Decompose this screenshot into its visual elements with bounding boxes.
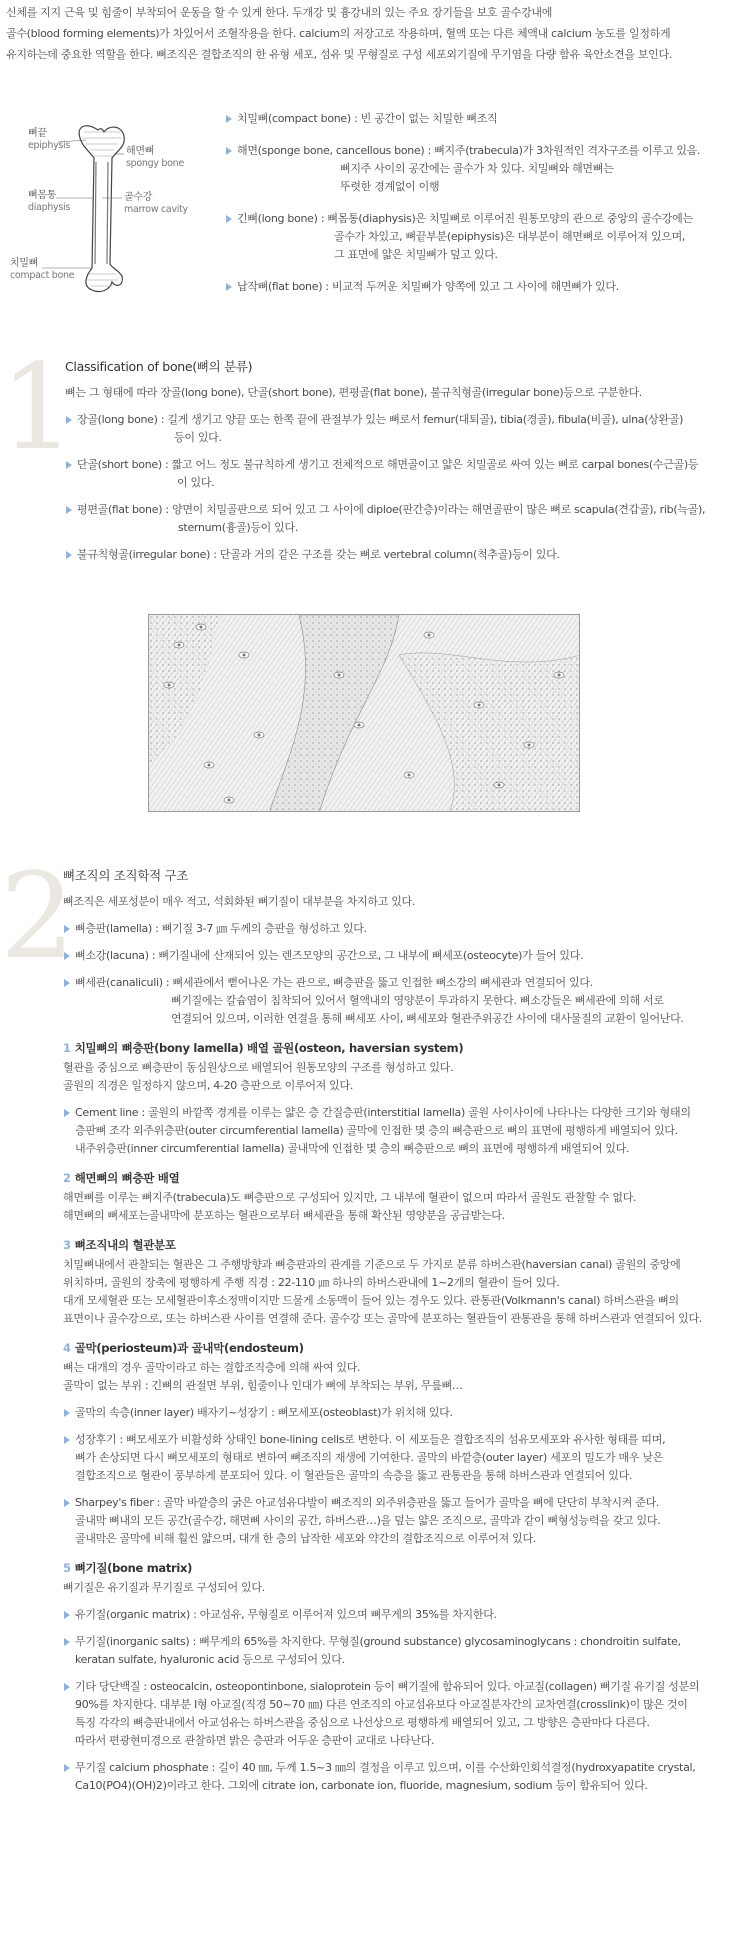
item-text: 특징 각각의 뼈층판내에서 아교섬유는 하버스관을 중심으로 나선상으로 평행하게 배열되어 있고, 그 방향은 층판마다 다른다.	[75, 1716, 650, 1729]
def-text: 그 표면에 얇은 치밀뼈가 덮고 있다.	[334, 248, 498, 261]
label-en: diaphysis	[28, 202, 71, 213]
def-text: 뼈지주 사이의 공간에는 골수가 차 있다. 치밀뼈와 해면뼈는	[340, 162, 614, 175]
flat-bone-item	[65, 501, 725, 537]
label-en: spongy bone	[126, 158, 184, 169]
short-bone-item	[65, 456, 725, 492]
epiphysis-label	[28, 128, 70, 152]
calcium-phosphate-item	[63, 1759, 727, 1795]
intro-line: 골수(blood forming elements)가 차있어서 조혈작용을 한다. calcium의 저장고로 작용하며, 혈액 또는 다른 체액내 calcium 농도를 일정하게	[6, 27, 671, 40]
item-text: 뼈기질에는 칼슘염이 침착되어 있어서 혈액내의 영양분이 투과하지 못한다. 뼈소강들은 뼈세관에 의해 서로	[171, 994, 664, 1007]
section-number-2: 2	[0, 847, 75, 985]
body-text: 혈관을 중심으로 뼈층판이 동심원상으로 배열되어 원통모양의 구조를 형성하고 있다.	[63, 1061, 454, 1074]
item-text: Ca10(PO4)(OH)2)이라고 한다. 그외에 citrate ion, carbonate ion, fluoride, magnesium, sodium 등이 함유되어 있다.	[75, 1779, 648, 1792]
intro-line: 신체를 지지 근육 및 힘줄이 부착되어 운동을 할 수 있게 한다. 두개강 및 흉강내의 있는 주요 장기들을 보호 골수강내에	[6, 6, 553, 19]
sharpey-fiber-item	[63, 1494, 727, 1548]
diaphysis-label	[28, 190, 70, 214]
section-title: Classification of bone(뼈의 분류)	[65, 359, 253, 374]
marrow-cavity-label	[124, 192, 188, 216]
lacuna-item	[63, 947, 727, 965]
body-text: 대개 모세혈관 또는 모세혈관이후소정맥이지만 드물게 소동맥이 들어 있는 경우도 있다. 관통관(Volkmann's canal) 하버스관을 뼈의	[63, 1294, 679, 1307]
intro-line: 유지하는데 중요한 역할을 한다. 뼈조직은 결합조직의 한 유형 세포, 섬유 및 무형질로 구성 세포외기질에 무기염을 다량 함유 육안소견을 보인다.	[6, 48, 673, 61]
subsection-3	[63, 1236, 727, 1328]
item-text: 무기질(inorganic salts) : 뼈무게의 65%를 차지한다. 무형질(ground substance) glycosaminoglycans : chondroitin sulfate,	[75, 1635, 681, 1648]
growth-item	[63, 1431, 727, 1485]
organic-matrix-item	[63, 1606, 727, 1624]
item-text: 뼈층판(lamella) : 뼈기질 3-7 ㎛ 두께의 층판을 형성하고 있다.	[75, 922, 367, 935]
item-text: 뼈세관(canaliculi) : 뼈세관에서 뻗어나온 가는 관으로, 뼈층판을 뚫고 인접한 뼈소강의 뼈세관과 연결되어 있다.	[75, 976, 593, 989]
item-text: 유기질(organic matrix) : 아교섬유, 무형질로 이루어져 있으며 뼈무게의 35%를 차지한다.	[75, 1608, 497, 1621]
irregular-bone-item	[65, 546, 725, 564]
subsection-heading	[63, 1169, 727, 1187]
compact-bone-label	[10, 258, 74, 282]
item-text: 내주위층판(inner circumferential lamella) 골내막에 인접한 몇 층의 뼈층판으로 뼈의 표면에 평행하게 배열되어 있다.	[75, 1142, 630, 1155]
label-ko: 뼈몸통	[28, 190, 57, 201]
item-text: Sharpey's fiber : 골막 바깥층의 굵은 아교섬유다발이 뼈조직의 외주위층판을 뚫고 들어가 골막을 뼈에 단단히 부착시켜 준다.	[75, 1496, 660, 1509]
subsection-title: 치밀뼈의 뼈층판(bony lamella) 배열 골원(osteon, haversian system)	[74, 1041, 464, 1055]
subsection-title: 해면뼈의 뼈층판 배열	[74, 1171, 180, 1185]
canaliculi-item	[63, 974, 727, 1028]
bone-diagram	[6, 118, 206, 298]
section-number-1: 1	[0, 338, 75, 476]
subsection-4	[63, 1339, 727, 1548]
body-text: 뼈기질은 유기질과 무기질로 구성되어 있다.	[63, 1581, 265, 1594]
lamella-item	[63, 920, 727, 938]
item-text: 등이 있다.	[174, 431, 222, 444]
spongy-bone-label	[126, 146, 184, 170]
bone-micrograph	[148, 614, 580, 812]
item-text: 뼈소강(lacuna) : 뼈기질내에 산재되어 있는 렌즈모양의 공간으로, 그 내부에 뼈세포(osteocyte)가 들어 있다.	[75, 949, 584, 962]
item-text: 골내막 뼈내의 모든 공간(골수강, 해면뼈 사이의 공간, 하버스관…)을 덮는 얇은 조직으로, 골막과 같이 뼈형성능력을 갖고 있다.	[75, 1514, 661, 1527]
long-bone-item	[65, 411, 725, 447]
item-text: 단골(short bone) : 짧고 어느 정도 불규칙하게 생기고 전체적으로 해면골이고 얇은 치밀골로 싸여 있는 뼈로 carpal bones(수근골)등	[77, 458, 699, 471]
label-en: epiphysis	[28, 140, 71, 151]
subsection-title: 뼈기질(bone matrix)	[74, 1561, 193, 1575]
subsection-number: 5	[63, 1561, 71, 1575]
label-ko: 치밀뼈	[10, 258, 39, 269]
body-text: 표면이나 골수강으로, 또는 하버스관 사이를 연결해 준다. 골수강 또는 골막에 분포하는 혈관들이 관통관을 통해 하버스관과 연결되어 있다.	[63, 1312, 702, 1325]
item-text: sternum(흉골)등이 있다.	[178, 521, 299, 534]
subsection-heading	[63, 1339, 727, 1357]
item-text: 골내막은 골막에 비해 훨씬 얇으며, 대개 한 층의 납작한 세포와 약간의 결합조직으로 이루어져 있다.	[75, 1532, 536, 1545]
def-flat-bone	[225, 278, 725, 296]
item-text: 뼈가 손상되면 다시 뼈모세포의 형태로 변하여 뼈조직의 재생에 기여한다. 골막의 바깥층(outer layer) 세포의 밀도가 매우 낮은	[75, 1451, 664, 1464]
item-text: 골막의 속층(inner layer) 배자기~성장기 : 뼈모세포(osteoblast)가 위치해 있다.	[75, 1406, 453, 1419]
body-text: 해면뼈의 뼈세포는골내막에 분포하는 혈관으로부터 뼈세관을 통해 확산된 영양분을 공급받는다.	[63, 1209, 505, 1222]
body-text: 골원의 직경은 일정하지 않으며, 4-20 층판으로 이루어져 있다.	[63, 1079, 354, 1092]
inorganic-salts-item	[63, 1633, 727, 1669]
item-text: 장골(long bone) : 길게 생기고 양끝 또는 한쪽 끝에 관절부가 있는 뼈로서 femur(대퇴골), tibia(경골), fibula(비골), ulna(상완골)	[77, 413, 684, 426]
def-long-bone	[225, 210, 725, 264]
label-en: marrow cavity	[124, 204, 188, 215]
subsection-title: 뼈조직내의 혈관분포	[74, 1238, 176, 1252]
def-text: 치밀뼈(compact bone) : 빈 공간이 없는 치밀한 뼈조직	[237, 112, 498, 125]
item-text: 90%를 차지한다. 대부분 I형 아교질(직경 50~70 ㎚) 다른 연조직의 아교섬유보다 아교질분자간의 교차연결(crosslink)이 많은 것이	[75, 1698, 688, 1711]
item-text: 결합조직으로 혈관이 풍부하게 분포되어 있다. 이 혈관들은 골막의 속층을 뚫고 관통관을 통해 하버스관과 연결되어 있다.	[75, 1469, 633, 1482]
item-text: 평편골(flat bone) : 양면이 치밀골판으로 되어 있고 그 사이에 diploe(판간층)이라는 해면골판이 많은 뼈로 scapula(견갑골), rib(늑골),	[77, 503, 706, 516]
micrograph-illustration	[149, 615, 580, 812]
item-text: 이 있다.	[177, 476, 215, 489]
def-text: 해면(sponge bone, cancellous bone) : 뼈지주(trabecula)가 3차원적인 격자구조를 이루고 있음.	[237, 144, 701, 157]
body-text: 치밀뼈내에서 관찰되는 혈관은 그 주행방향과 뼈층판과의 관계를 기준으로 두 가지로 분류 하버스관(haversian canal) 골원의 중앙에	[63, 1258, 681, 1271]
label-en: compact bone	[10, 270, 75, 281]
label-ko: 뼈끝	[28, 128, 47, 139]
item-text: Cement line : 골원의 바깥쪽 경계를 이루는 얇은 층 간질층판(interstitial lamella) 골원 사이사이에 나타나는 다양한 크기와 형태의	[75, 1106, 691, 1119]
def-text: 납작뼈(flat bone) : 비교적 두꺼운 치밀뼈가 양쪽에 있고 그 사이에 해면뼈가 있다.	[237, 280, 619, 293]
subsection-number: 1	[63, 1041, 71, 1055]
def-text: 긴뼈(long bone) : 뼈몸통(diaphysis)은 치밀뼈로 이루어진 원통모양의 관으로 중앙의 골수강에는	[237, 212, 693, 225]
def-compact-bone	[225, 110, 725, 128]
body-text: 뼈는 대개의 경우 골막이라고 하는 결합조직층에 의해 싸여 있다.	[63, 1361, 361, 1374]
def-text: 뚜렷한 경계없이 이행	[340, 180, 440, 193]
item-text: 성장후기 : 뼈모세포가 비활성화 상태인 bone-lining cells로 변한다. 이 세포들은 결합조직의 섬유모세포와 유사한 형태를 띠며,	[75, 1433, 666, 1446]
body-text: 위치하며, 골원의 장축에 평행하게 주행 직경 : 22-110 ㎛ 하나의 하버스관내에 1~2개의 혈관이 들어 있다.	[63, 1276, 560, 1289]
inner-layer-item	[63, 1404, 727, 1422]
item-text: 연결되어 있으며, 이러한 연결을 통해 뼈세포 사이, 뼈세포와 혈관주위공간 사이에 대사물질의 교환이 일어난다.	[171, 1012, 684, 1025]
subsection-heading	[63, 1236, 727, 1254]
item-text: keratan sulfate, hyaluronic acid 등으로 구성되어 있다.	[75, 1653, 345, 1666]
item-text: 불규칙형골(irregular bone) : 단골과 거의 같은 구조를 갖는 뼈로 vertebral column(척추골)등이 있다.	[77, 548, 560, 561]
label-ko: 해면뼈	[126, 146, 155, 157]
section-intro: 뼈조직은 세포성분이 매우 적고, 석회화된 뼈기질이 대부분을 차지하고 있다.	[63, 895, 416, 908]
item-text: 무기질 calcium phosphate : 길이 40 ㎚, 두께 1.5~3 ㎚의 결정을 이루고 있으며, 이를 수산화인회석결정(hydroxyapatite crystal,	[75, 1761, 696, 1774]
label-ko: 골수강	[124, 192, 153, 203]
subsection-2	[63, 1169, 727, 1225]
subsection-number: 3	[63, 1238, 71, 1252]
glycoprotein-item	[63, 1678, 727, 1750]
section-title: 뼈조직의 조직학적 구조	[63, 868, 189, 883]
subsection-number: 4	[63, 1341, 71, 1355]
subsection-5	[63, 1559, 727, 1795]
subsection-number: 2	[63, 1171, 71, 1185]
body-text: 골막이 없는 부위 : 긴뼈의 관절면 부위, 힘줄이나 인대가 뼈에 부착되는 부위, 무릎뼈…	[63, 1379, 463, 1392]
section-histology	[63, 867, 727, 1795]
subsection-heading	[63, 1559, 727, 1577]
section-classification	[65, 358, 725, 564]
item-text: 층판뼈 조각 외주위층판(outer circumferential lamella) 골막에 인접한 몇 층의 뼈층판으로 뼈의 표면에 평행하게 배열되어 있다.	[75, 1124, 678, 1137]
item-text: 기타 당단백질 : osteocalcin, osteopontinbone, sialoprotein 등이 뼈기질에 함유되어 있다. 아교질(collagen) 뼈기질 유기질 성분의	[75, 1680, 700, 1693]
subsection-heading	[63, 1039, 727, 1057]
section-intro: 뼈는 그 형태에 따라 장골(long bone), 단골(short bone), 편평골(flat bone), 불규칙형골(irregular bone)등으로 구분한다.	[65, 386, 642, 399]
subsection-1	[63, 1039, 727, 1158]
intro-paragraph	[6, 2, 728, 65]
bone-type-definitions	[225, 110, 725, 310]
cement-line-item	[63, 1104, 727, 1158]
def-text: 골수가 차있고, 뼈끝부분(epiphysis)은 대부분이 해면뼈로 이루어져 있으며,	[334, 230, 686, 243]
item-text: 따라서 편광현미경으로 관찰하면 밝은 층판과 어두운 층판이 교대로 나타난다.	[75, 1734, 435, 1747]
def-sponge-bone	[225, 142, 725, 196]
subsection-title: 골막(periosteum)과 골내막(endosteum)	[74, 1341, 304, 1355]
body-text: 해면뼈를 이루는 뼈지주(trabecula)도 뼈층판으로 구성되어 있지만, 그 내부에 혈관이 없으며 따라서 골원도 관찰할 수 없다.	[63, 1191, 637, 1204]
